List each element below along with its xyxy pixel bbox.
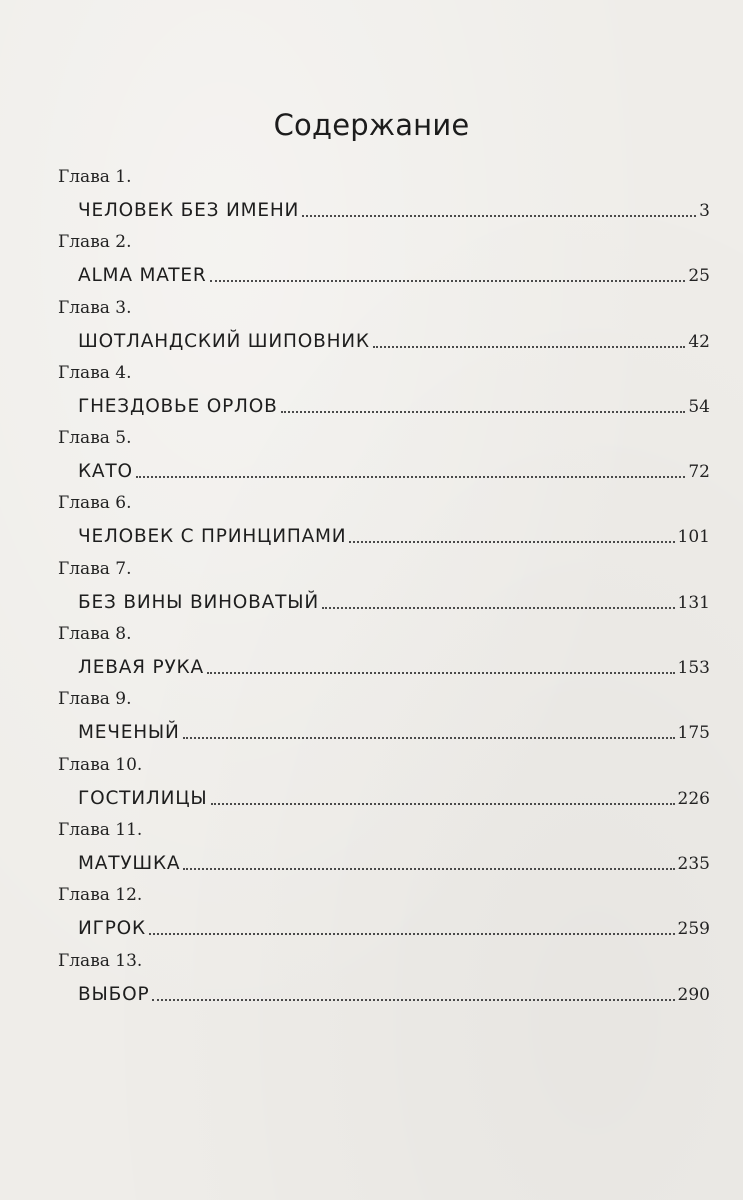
chapter-title: ALMA MATER [78, 265, 207, 287]
dot-leader [152, 999, 674, 1001]
dot-leader [207, 672, 675, 674]
dot-leader [210, 280, 686, 282]
entry-line [78, 198, 710, 224]
entry-line [78, 786, 710, 812]
dot-leader [183, 737, 675, 739]
table-of-contents [0, 166, 743, 1015]
chapter-label: Глава 8. [58, 624, 132, 645]
chapter-title: ГНЕЗДОВЬЕ ОРЛОВ [78, 395, 278, 417]
page-number: 259 [677, 919, 710, 940]
chapter-label: Глава 6. [58, 493, 132, 514]
entry-line [78, 329, 710, 355]
dot-leader [149, 933, 675, 935]
dot-leader [281, 411, 686, 413]
chapter-label: Глава 2. [58, 232, 132, 253]
dot-leader [211, 803, 675, 805]
page-number: 226 [677, 788, 710, 809]
page-number: 25 [688, 266, 710, 287]
dot-leader [302, 215, 696, 217]
chapter-label: Глава 4. [58, 362, 132, 383]
chapter-label: Глава 5. [58, 428, 132, 449]
toc-entry [0, 362, 743, 427]
chapter-title: БЕЗ ВИНЫ ВИНОВАТЫЙ [78, 591, 319, 613]
page-title: Содержание [273, 108, 470, 142]
chapter-label: Глава 1. [58, 167, 132, 187]
dot-leader [349, 541, 674, 543]
entry-line [78, 459, 710, 485]
page-number: 3 [699, 201, 710, 221]
dot-leader [183, 868, 674, 870]
chapter-title: ШОТЛАНДСКИЙ ШИПОВНИК [78, 330, 370, 352]
toc-entry [0, 427, 743, 492]
page-number: 290 [677, 984, 710, 1005]
chapter-label: Глава 7. [58, 558, 132, 579]
toc-entry [0, 297, 743, 362]
toc-entry [0, 623, 743, 688]
toc-entry [0, 884, 743, 949]
toc-entry [0, 166, 743, 231]
chapter-title: ЧЕЛОВЕК БЕЗ ИМЕНИ [78, 200, 300, 221]
entry-line [78, 916, 710, 942]
chapter-title: ЧЕЛОВЕК С ПРИНЦИПАМИ [78, 526, 347, 548]
page-number: 175 [677, 723, 710, 744]
page-number: 101 [677, 527, 710, 548]
entry-line [78, 655, 710, 681]
chapter-label: Глава 3. [58, 297, 132, 318]
entry-line [78, 851, 710, 877]
dot-leader [136, 476, 686, 478]
chapter-title: ВЫБОР [78, 983, 150, 1005]
chapter-label: Глава 10. [58, 754, 143, 775]
entry-line [78, 590, 710, 616]
chapter-title: ИГРОК [78, 918, 146, 940]
dot-leader [322, 607, 675, 609]
chapter-label: Глава 11. [58, 819, 143, 840]
chapter-title: ЛЕВАЯ РУКА [78, 657, 204, 679]
page-number: 72 [688, 462, 710, 483]
chapter-title: МАТУШКА [78, 852, 181, 874]
chapter-title: КАТО [78, 461, 133, 483]
toc-entry [0, 819, 743, 884]
toc-entry [0, 231, 743, 296]
toc-entry [0, 754, 743, 819]
entry-line [78, 263, 710, 289]
page-number: 54 [688, 396, 710, 417]
toc-entry [0, 492, 743, 557]
chapter-title: МЕЧЕНЫЙ [78, 722, 180, 744]
page-number: 153 [677, 658, 710, 679]
entry-line [78, 394, 710, 420]
chapter-label: Глава 9. [58, 689, 132, 710]
toc-entry [0, 558, 743, 623]
entry-line [78, 720, 710, 746]
chapter-title: ГОСТИЛИЦЫ [78, 787, 208, 809]
chapter-label: Глава 13. [58, 950, 143, 971]
toc-entry [0, 688, 743, 753]
dot-leader [373, 346, 686, 348]
page-number: 235 [677, 853, 710, 874]
page-number: 131 [677, 592, 710, 613]
chapter-label: Глава 12. [58, 885, 143, 906]
entry-line [78, 524, 710, 550]
page-number: 42 [688, 331, 710, 352]
toc-entry [0, 950, 743, 1015]
entry-line [78, 982, 710, 1008]
